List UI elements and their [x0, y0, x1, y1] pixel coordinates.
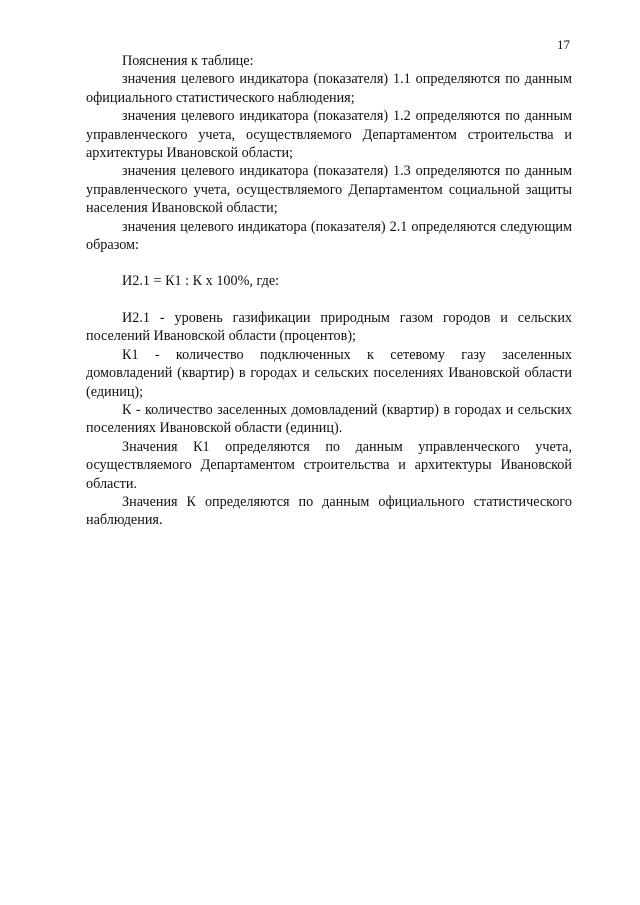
note-indicator-1-3: значения целевого индикатора (показателя) 1.3 определяются по данным управленческого учета, осуществляемого Департаментом социальной защиты населения Ивановской области;	[86, 163, 572, 217]
note-indicator-1-1: значения целевого индикатора (показателя) 1.1 определяются по данным официального статистического наблюдения;	[86, 71, 572, 106]
table-notes-heading: Пояснения к таблице:	[122, 53, 254, 69]
document-body	[86, 52, 572, 530]
note-indicator-1-2: значения целевого индикатора (показателя) 1.2 определяются по данным управленческого учета, осуществляемого Департаментом строительства и архитектуры Ивановской области;	[86, 108, 572, 162]
page-number: 17	[557, 37, 570, 52]
formula: И2.1 = К1 : К x 100%, где:	[122, 273, 280, 290]
note-indicator-2-1: значения целевого индикатора (показателя) 2.1 определяются следующим образом:	[86, 218, 572, 254]
definition-i2-1: И2.1 - уровень газификации природным газом городов и сельских поселений Ивановской области (процентов);	[86, 309, 572, 345]
definition-k: К - количество заселенных домовладений (квартир) в городах и сельских поселениях Ивановской области (единиц).	[86, 401, 572, 437]
source-k1: Значения К1 определяются по данным управленческого учета, осуществляемого Департаментом строительства и архитектуры Ивановской области.	[86, 438, 572, 492]
definition-k1: К1 - количество подключенных к сетевому газу заселенных домовладений (квартир) в городах и сельских поселениях Ивановской области (единиц);	[86, 346, 572, 400]
source-k: Значения К определяются по данным официального статистического наблюдения.	[86, 493, 572, 529]
